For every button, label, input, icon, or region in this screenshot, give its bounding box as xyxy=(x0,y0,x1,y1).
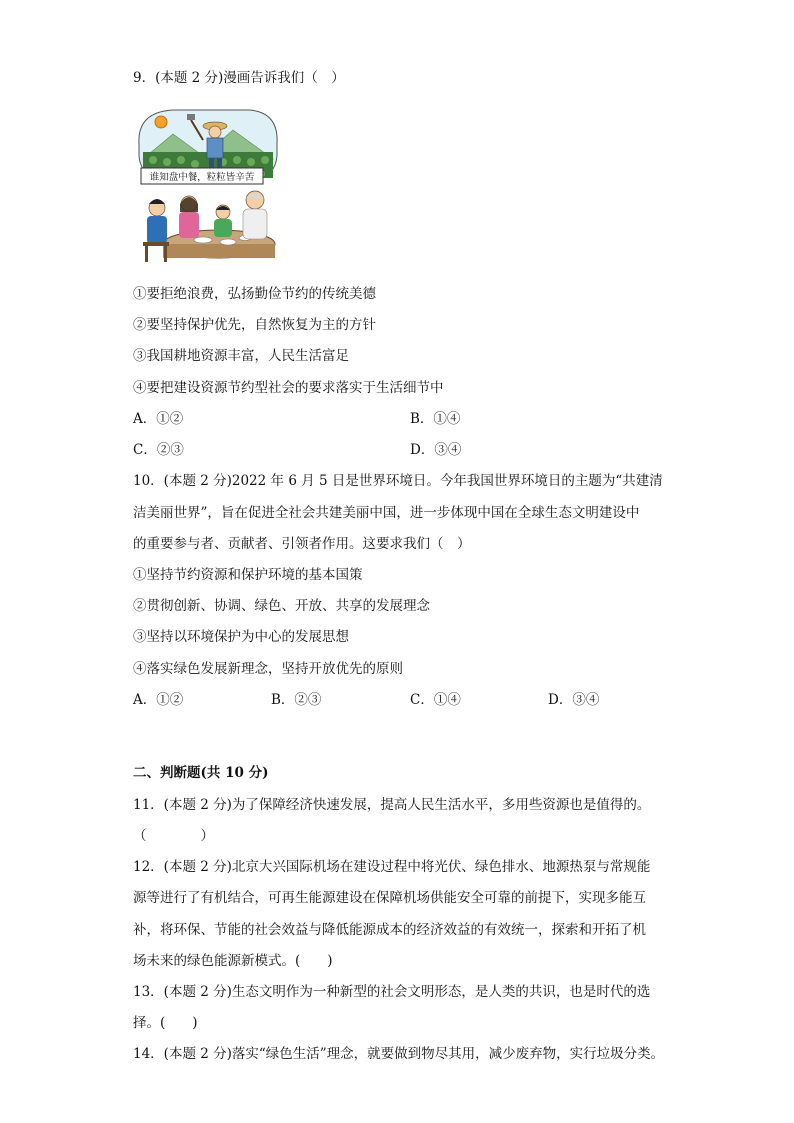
q10-stem-line-3: 的重要参与者、贡献者、引领者作用。这要求我们（ ） xyxy=(133,536,471,552)
q10-option-c: C．①④ xyxy=(410,692,461,708)
q14-line-1: 14．(本题 2 分)落实“绿色生活”理念，就要做到物尽其用，减少废弃物，实行垃圾分类。 xyxy=(133,1046,665,1062)
q9-item-1: ①要拒绝浪费，弘扬勤俭节约的传统美德 xyxy=(133,286,376,302)
q10-stem-line-1: 10．(本题 2 分)2022 年 6 月 5 日是世界环境日。今年我国世界环境日的主题为“共建清 xyxy=(133,473,663,489)
q9-option-b: B．①④ xyxy=(410,411,461,427)
q9-option-a: A．①② xyxy=(133,411,184,427)
q10-item-2: ②贯彻创新、协调、绿色、开放、共享的发展理念 xyxy=(133,598,430,614)
q10-item-4: ④落实绿色发展新理念，坚持开放优先的原则 xyxy=(133,661,403,677)
q12-line-1: 12．(本题 2 分)北京大兴国际机场在建设过程中将光伏、绿色排水、地源热泵与常规能 xyxy=(133,859,651,875)
q10-option-d: D．③④ xyxy=(548,692,600,708)
q9-stem: 9．(本题 2 分)漫画告诉我们（ ） xyxy=(133,70,345,86)
q10-stem-line-2: 洁美丽世界”，旨在促进全社会共建美丽中国，进一步体现中国在全球生态文明建设中 xyxy=(133,505,640,521)
q11-answer-blank: （ ） xyxy=(133,828,214,844)
cartoon-illustration xyxy=(133,104,281,264)
section-title-judgement: 二、判断题(共 10 分) xyxy=(133,765,269,781)
q11-line-1: 11．(本题 2 分)为了保障经济快速发展，提高人民生活水平，多用些资源也是值得的。 xyxy=(133,797,651,813)
q12-line-4: 场未来的绿色能源新模式。( ) xyxy=(133,953,333,969)
q10-option-a: A．①② xyxy=(133,692,184,708)
q10-item-1: ①坚持节约资源和保护环境的基本国策 xyxy=(133,567,363,583)
sun-icon xyxy=(155,116,167,128)
q9-item-4: ④要把建设资源节约型社会的要求落实于生活细节中 xyxy=(133,380,444,396)
q9-item-2: ②要坚持保护优先，自然恢复为主的方针 xyxy=(133,317,376,333)
cartoon-caption: 谁知盘中餐，粒粒皆辛苦 xyxy=(149,172,255,183)
q12-line-3: 补，将环保、节能的社会效益与降低能源成本的经济效益的有效统一，探索和开拓了机 xyxy=(133,922,646,938)
q12-line-2: 源等进行了有机结合，可再生能源建设在保障机场供能安全可靠的前提下，实现多能互 xyxy=(133,890,646,906)
q9-option-c: C．②③ xyxy=(133,442,184,458)
q13-line-1: 13．(本题 2 分)生态文明作为一种新型的社会文明形态，是人类的共识，也是时代的选 xyxy=(133,984,651,1000)
q10-item-3: ③坚持以环境保护为中心的发展思想 xyxy=(133,629,349,645)
q10-option-b: B．②③ xyxy=(271,692,322,708)
q9-item-3: ③我国耕地资源丰富，人民生活富足 xyxy=(133,348,349,364)
q9-option-d: D．③④ xyxy=(410,442,462,458)
q13-line-2: 择。( ) xyxy=(133,1015,198,1031)
